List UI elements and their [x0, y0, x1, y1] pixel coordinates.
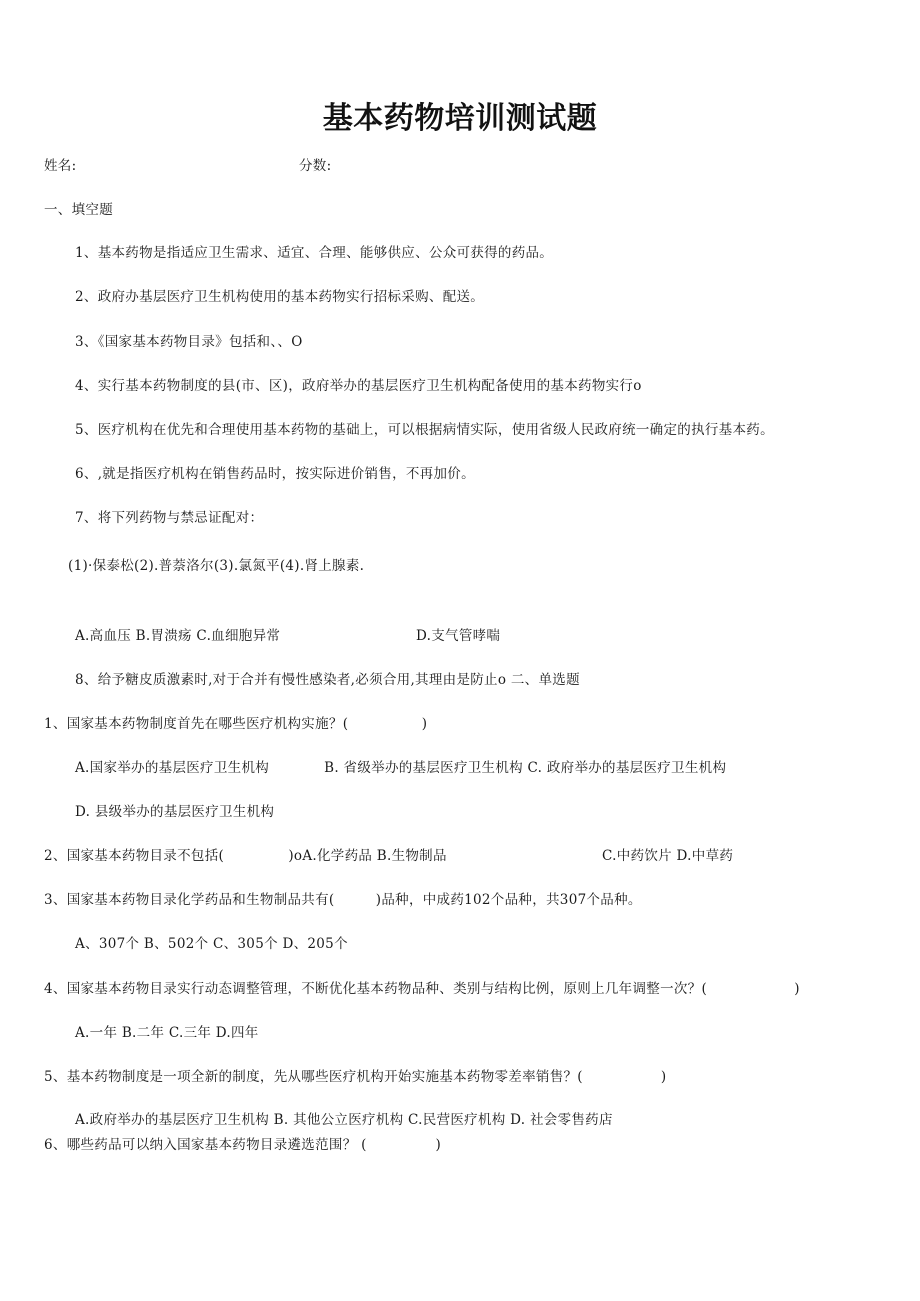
question-fill-4: 4、实行基本药物制度的县(市、区)，政府举办的基层医疗卫生机构配备使用的基本药物实行o [75, 378, 642, 394]
question-choice-5: 5、基本药物制度是一项全新的制度，先从哪些医疗机构开始实施基本药物零差率销售？( ) [44, 1069, 667, 1085]
question-fill-2: 2、政府办基层医疗卫生机构使用的基本药物实行招标采购、配送。 [75, 289, 485, 305]
question-fill-7-option-d: D.支气管哮喘 [416, 628, 501, 644]
question-choice-1-option-d: D. 县级举办的基层医疗卫生机构 [75, 804, 275, 820]
question-choice-3-options: A、307个 B、502个 C、305个 D、205个 [75, 936, 348, 952]
question-choice-5-options: A.政府举办的基层医疗卫生机构 B. 其他公立医疗机构 C.民营医疗机构 D. 社会零售药店 [75, 1112, 613, 1128]
question-fill-5: 5、医疗机构在优先和合理使用基本药物的基础上，可以根据病情实际，使用省级人民政府统一确定的执行基本药。 [75, 422, 774, 438]
question-fill-7: 7、将下列药物与禁忌证配对： [75, 510, 264, 526]
question-choice-4-options: A.一年 B.二年 C.三年 D.四年 [75, 1025, 259, 1041]
question-choice-2-options-cd: C.中药饮片 D.中草药 [602, 848, 734, 864]
question-choice-1: 1、国家基本药物制度首先在哪些医疗机构实施？( ) [44, 716, 428, 732]
question-choice-2: 2、国家基本药物目录不包括( )oA.化学药品 B.生物制品 [44, 848, 447, 864]
question-fill-8: 8、给予糖皮质激素时,对于合并有慢性感染者,必须合用,其理由是防止o 二、单选题 [75, 672, 580, 688]
question-fill-7-drugs: (1)·保泰松(2).普萘洛尔(3).氯氮平(4).肾上腺素. [68, 558, 365, 574]
question-choice-3: 3、国家基本药物目录化学药品和生物制品共有( )品种，中成药102个品种，共307个品种。 [44, 892, 642, 908]
section-heading-fill-in: 一、填空题 [44, 202, 113, 218]
question-fill-7-options-abc: A.高血压 B.胃溃疡 C.血细胞异常 [75, 628, 281, 644]
question-choice-4: 4、国家基本药物目录实行动态调整管理，不断优化基本药物品种、类别与结构比例，原则上几年调整一次？( ) [44, 981, 800, 997]
name-label: 姓名: [44, 158, 77, 174]
question-choice-1-options: A.国家举办的基层医疗卫生机构 B. 省级举办的基层医疗卫生机构 C. 政府举办的基层医疗卫生机构 [75, 760, 727, 776]
score-label: 分数: [299, 158, 332, 174]
page-title: 基本药物培训测试题 [322, 101, 598, 136]
question-fill-6: 6、,就是指医疗机构在销售药品时，按实际进价销售，不再加价。 [75, 466, 475, 482]
question-fill-3: 3、《国家基本药物目录》包括和、、O [75, 334, 303, 350]
question-choice-6: 6、哪些药品可以纳入国家基本药物目录遴选范围？ ( ) [44, 1137, 442, 1153]
question-fill-1: 1、基本药物是指适应卫生需求、适宜、合理、能够供应、公众可获得的药品。 [75, 245, 554, 261]
